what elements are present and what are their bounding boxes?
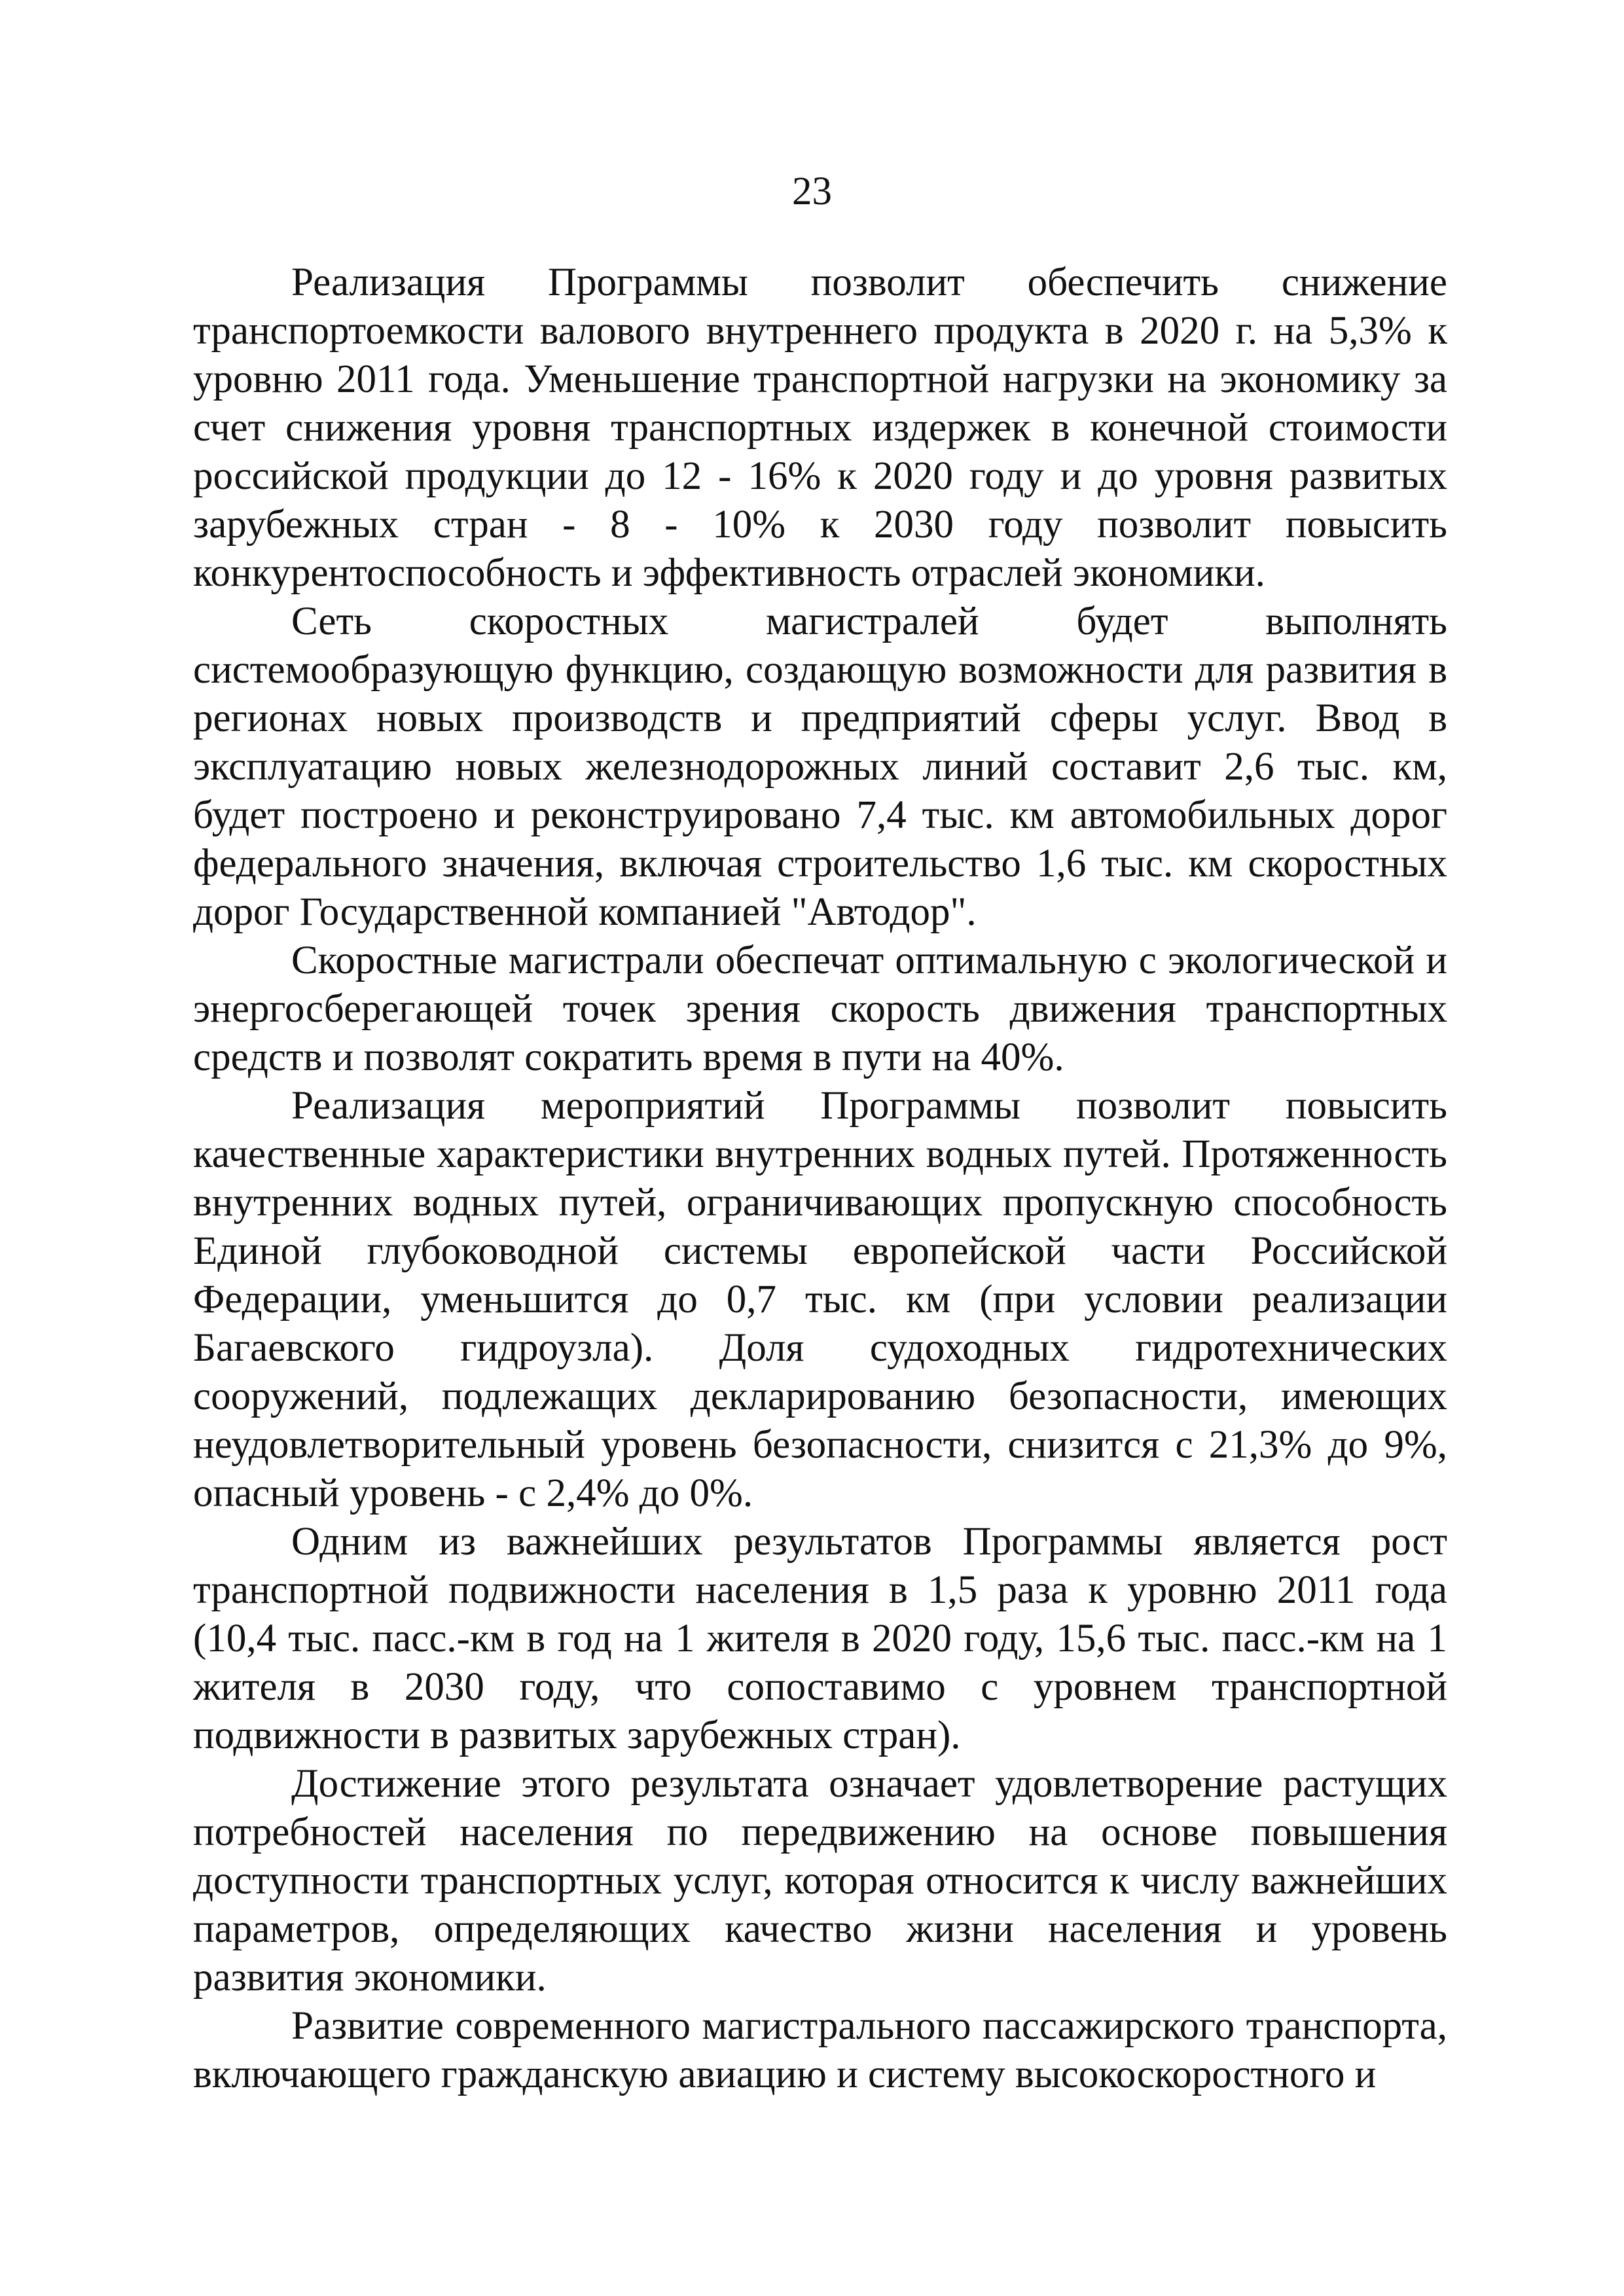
paragraph-result-achievement: Достижение этого результата означает удовлетворение растущих потребностей населения по передвижению на основе повышения доступности транспортных услуг, которая относится к числу важнейших параметров, определяющих качество жизни населения и уровень развития экономики. bbox=[193, 1762, 1447, 2000]
paragraph-highway-network: Сеть скоростных магистралей будет выполнять системообразующую функцию, создающую возможности для развития в регионах новых производств и предприятий сферы услуг. Ввод в эксплуатацию новых железнодорожных линий составит 2,6 тыс. км, будет построено и реконструировано 7,4 тыс. км автомобильных дорог федерального значения, включая строительство 1,6 тыс. км скоростных дорог Государственной компанией "Автодор". bbox=[193, 600, 1447, 934]
paragraph-high-speed-highways: Скоростные магистрали обеспечат оптимальную с экологической и энергосберегающей точек зрения скорость движения транспортных средств и позволят сократить время в пути на 40%. bbox=[193, 939, 1447, 1079]
paragraph-program-implementation: Реализация Программы позволит обеспечить снижение транспортоемкости валового внутреннего продукта в 2020 г. на 5,3% к уровню 2011 года. Уменьшение транспортной нагрузки на экономику за счет снижения уровня транспортных издержек в конечной стоимости российской продукции до 12 - 16% к 2020 году и до уровня развитых зарубежных стран - 8 - 10% к 2030 году позволит повысить конкурентоспособность и эффективность отраслей экономики. bbox=[193, 260, 1447, 595]
paragraph-transport-mobility: Одним из важнейших результатов Программы является рост транспортной подвижности населения в 1,5 раза к уровню 2011 года (10,4 тыс. пасс.-км в год на 1 жителя в 2020 году, 15,6 тыс. пасс.-км на 1 жителя в 2030 году, что сопоставимо с уровнем транспортной подвижности в развитых зарубежных стран). bbox=[193, 1520, 1447, 1757]
paragraph-passenger-transport: Развитие современного магистрального пассажирского транспорта, включающего гражданскую авиацию и систему высокоскоростного и bbox=[193, 2004, 1447, 2096]
paragraph-inland-waterways: Реализация мероприятий Программы позволит повысить качественные характеристики внутренних водных путей. Протяженность внутренних водных путей, ограничивающих пропускную способность Единой глубоководной системы европейской части Российской Федерации, уменьшится до 0,7 тыс. км (при условии реализации Багаевского гидроузла). Доля судоходных гидротехнических сооружений, подлежащих декларированию безопасности, имеющих неудовлетворительный уровень безопасности, снизится с 21,3% до 9%, опасный уровень - с 2,4% до 0%. bbox=[193, 1084, 1447, 1515]
page-number: 23 bbox=[792, 170, 832, 213]
document-body bbox=[193, 259, 1447, 2099]
